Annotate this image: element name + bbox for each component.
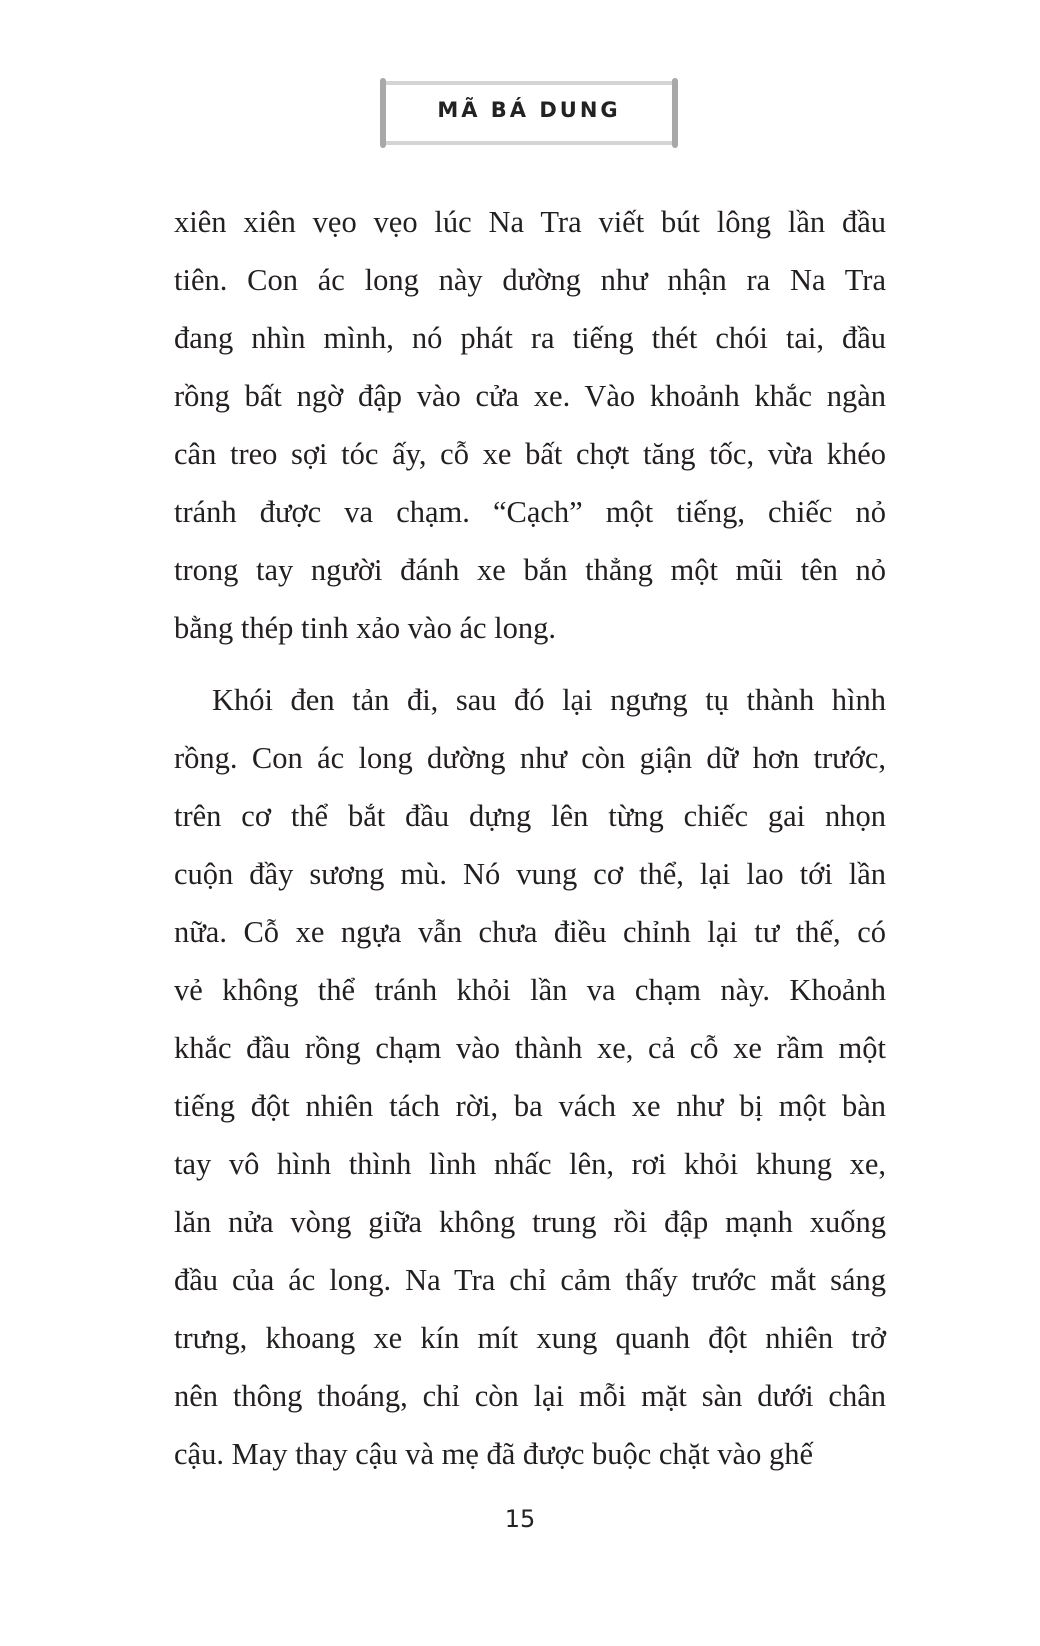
header-author-name: MÃ BÁ DUNG [437, 98, 621, 122]
body-text [174, 200, 886, 1490]
paragraph-gap [174, 664, 886, 678]
page-number: 15 [504, 1505, 536, 1533]
text-line: tay vô hình thình lình nhấc lên, rơi khỏi khung xe, [174, 1147, 886, 1181]
text-line: trong tay người đánh xe bắn thẳng một mũi tên nỏ [174, 553, 886, 587]
running-header [380, 78, 678, 148]
text-line: nên thông thoáng, chỉ còn lại mỗi mặt sàn dưới chân [174, 1379, 886, 1413]
text-line: rồng bất ngờ đập vào cửa xe. Vào khoảnh khắc ngàn [174, 379, 886, 413]
text-line: tránh được va chạm. “Cạch” một tiếng, chiếc nỏ [174, 495, 886, 529]
paragraph [174, 200, 886, 664]
text-line: vẻ không thể tránh khỏi lần va chạm này. Khoảnh [174, 973, 886, 1007]
text-line: đầu của ác long. Na Tra chỉ cảm thấy trước mắt sáng [174, 1263, 886, 1297]
header-bottom-rule [386, 141, 672, 145]
text-line: Khói đen tản đi, sau đó lại ngưng tụ thành hình [212, 683, 886, 717]
text-line: lăn nửa vòng giữa không trung rồi đập mạnh xuống [174, 1205, 886, 1239]
text-line: trên cơ thể bắt đầu dựng lên từng chiếc gai nhọn [174, 799, 886, 833]
text-line: rồng. Con ác long dường như còn giận dữ hơn trước, [174, 741, 886, 775]
text-line: cuộn đầy sương mù. Nó vung cơ thể, lại lao tới lần [174, 857, 886, 891]
text-line: nữa. Cỗ xe ngựa vẫn chưa điều chỉnh lại tư thế, có [174, 915, 886, 949]
text-line: trưng, khoang xe kín mít xung quanh đột nhiên trở [174, 1321, 886, 1355]
text-line: cậu. May thay cậu và mẹ đã được buộc chặt vào ghế [174, 1437, 814, 1471]
text-line: đang nhìn mình, nó phát ra tiếng thét chói tai, đầu [174, 321, 886, 355]
text-line: bằng thép tinh xảo vào ác long. [174, 611, 556, 645]
text-line: tiếng đột nhiên tách rời, ba vách xe như bị một bàn [174, 1089, 886, 1123]
text-line: xiên xiên vẹo vẹo lúc Na Tra viết bút lông lần đầu [174, 205, 886, 239]
paragraph [174, 678, 886, 1490]
text-line: cân treo sợi tóc ấy, cỗ xe bất chợt tăng tốc, vừa khéo [174, 437, 886, 471]
text-line: khắc đầu rồng chạm vào thành xe, cả cỗ xe rầm một [174, 1031, 886, 1065]
header-top-rule [386, 81, 672, 85]
text-line: tiên. Con ác long này dường như nhận ra Na Tra [174, 263, 886, 297]
